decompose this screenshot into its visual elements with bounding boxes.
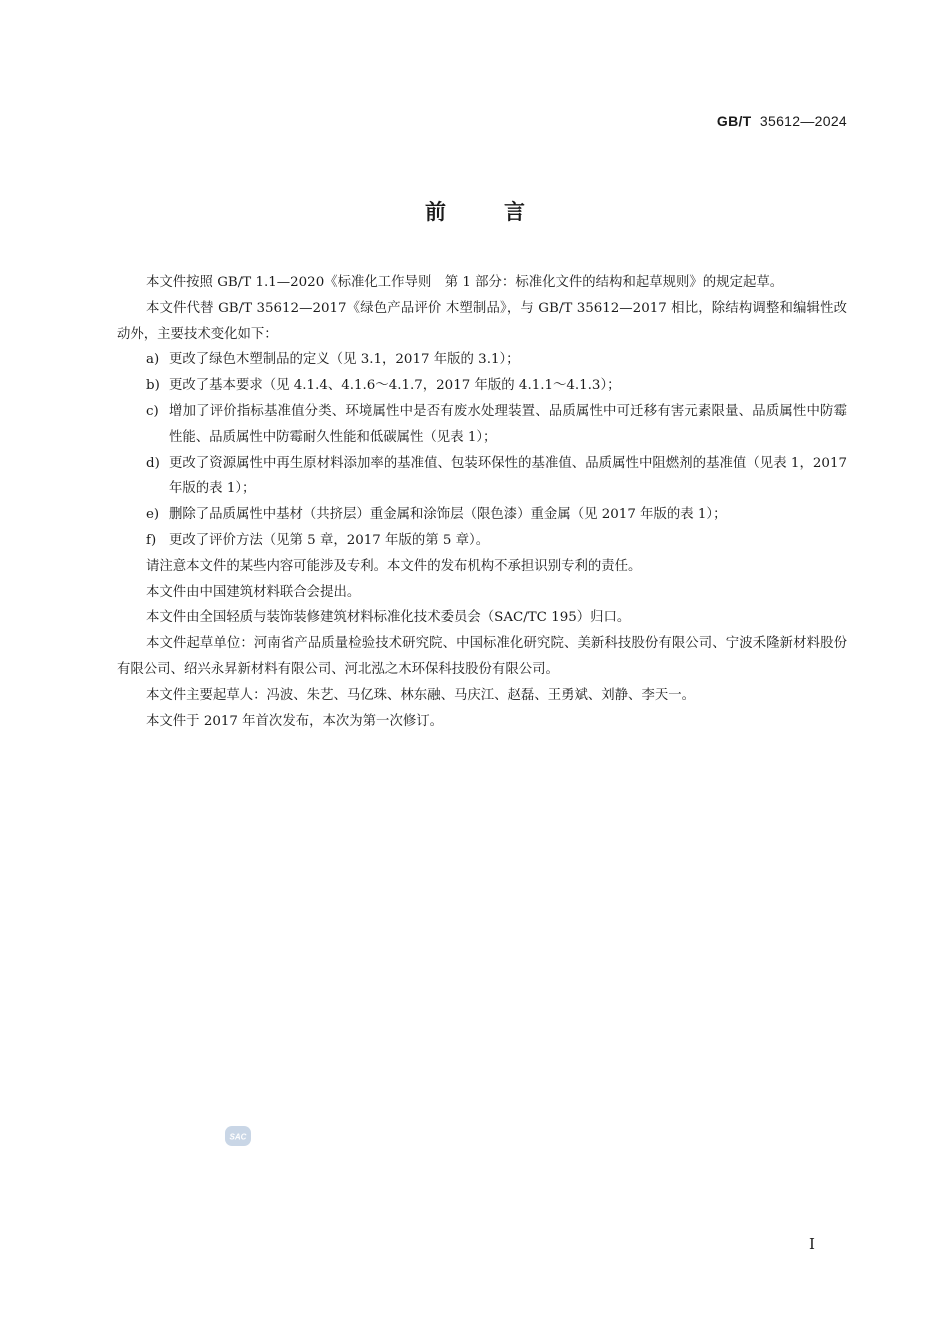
page-number: Ⅰ xyxy=(809,1235,815,1253)
page-title: 前言 xyxy=(425,200,583,224)
change-text: 增加了评价指标基准值分类、环境属性中是否有废水处理装置、品质属性中可迁移有害元素限量、品质属性中防霉性能、品质属性中防霉耐久性能和低碳属性（见表 1）； xyxy=(169,403,847,445)
paragraph-proposer: 本文件由中国建筑材料联合会提出。 xyxy=(146,584,361,600)
change-label: d) xyxy=(146,455,160,471)
paragraph-replacement: 本文件代替 GB/T 35612—2017《绿色产品评价 木塑制品》，与 GB/T 35612—2017 相比，除结构调整和编辑性改动外，主要技术变化如下： xyxy=(117,300,847,342)
paragraph-drafting-units: 本文件起草单位：河南省产品质量检验技术研究院、中国标准化研究院、美新科技股份有限公司、宁波禾隆新材料股份有限公司、绍兴永昇新材料有限公司、河北泓之木环保科技股份有限公司。 xyxy=(117,636,847,677)
paragraph-drafting-rules: 本文件按照 GB/T 1.1—2020《标准化工作导则 第 1 部分：标准化文件的结构和起草规则》的规定起草。 xyxy=(146,275,784,290)
change-item xyxy=(117,347,847,373)
sac-watermark-text: SAC xyxy=(229,1132,247,1142)
paragraph-drafters: 本文件主要起草人：冯波、朱艺、马亿珠、林东融、马庆江、赵磊、王勇斌、刘静、李天一。 xyxy=(146,687,696,703)
standard-prefix: GB/T xyxy=(716,113,752,129)
change-text: 更改了绿色木塑制品的定义（见 3.1，2017 年版的 3.1）； xyxy=(169,352,520,368)
change-text: 更改了资源属性中再生原材料添加率的基准值、包装环保性的基准值、品质属性中阻燃剂的基准值（见表 1，2017 年版的表 1）； xyxy=(169,455,847,497)
change-label: a) xyxy=(146,352,160,368)
change-text: 更改了评价方法（见第 5 章，2017 年版的第 5 章）。 xyxy=(169,532,490,548)
foreword-body xyxy=(117,270,847,734)
change-label: b) xyxy=(146,378,160,394)
change-text: 更改了基本要求（见 4.1.4、4.1.6～4.1.7，2017 年版的 4.1.1～4.1.3）； xyxy=(169,378,621,394)
paragraph-patent-notice: 请注意本文件的某些内容可能涉及专利。本文件的发布机构不承担识别专利的责任。 xyxy=(146,558,642,574)
paragraph-committee: 本文件由全国轻质与装饰装修建筑材料标准化技术委员会（SAC/TC 195）归口。 xyxy=(146,610,631,626)
change-item xyxy=(117,502,847,528)
change-label: f) xyxy=(146,532,157,548)
change-label: c) xyxy=(146,403,159,419)
change-item xyxy=(117,528,847,554)
standard-code xyxy=(717,113,847,129)
change-item xyxy=(117,451,847,503)
standard-number: 35612—2024 xyxy=(759,113,847,129)
sac-watermark-logo xyxy=(224,1124,252,1148)
change-item xyxy=(117,373,847,399)
change-item xyxy=(117,399,847,451)
change-label: e) xyxy=(146,507,160,523)
change-text: 删除了品质属性中基材（共挤层）重金属和涂饰层（限色漆）重金属（见 2017 年版的表 1）； xyxy=(169,507,727,523)
paragraph-history: 本文件于 2017 年首次发布，本次为第一次修订。 xyxy=(146,713,444,729)
